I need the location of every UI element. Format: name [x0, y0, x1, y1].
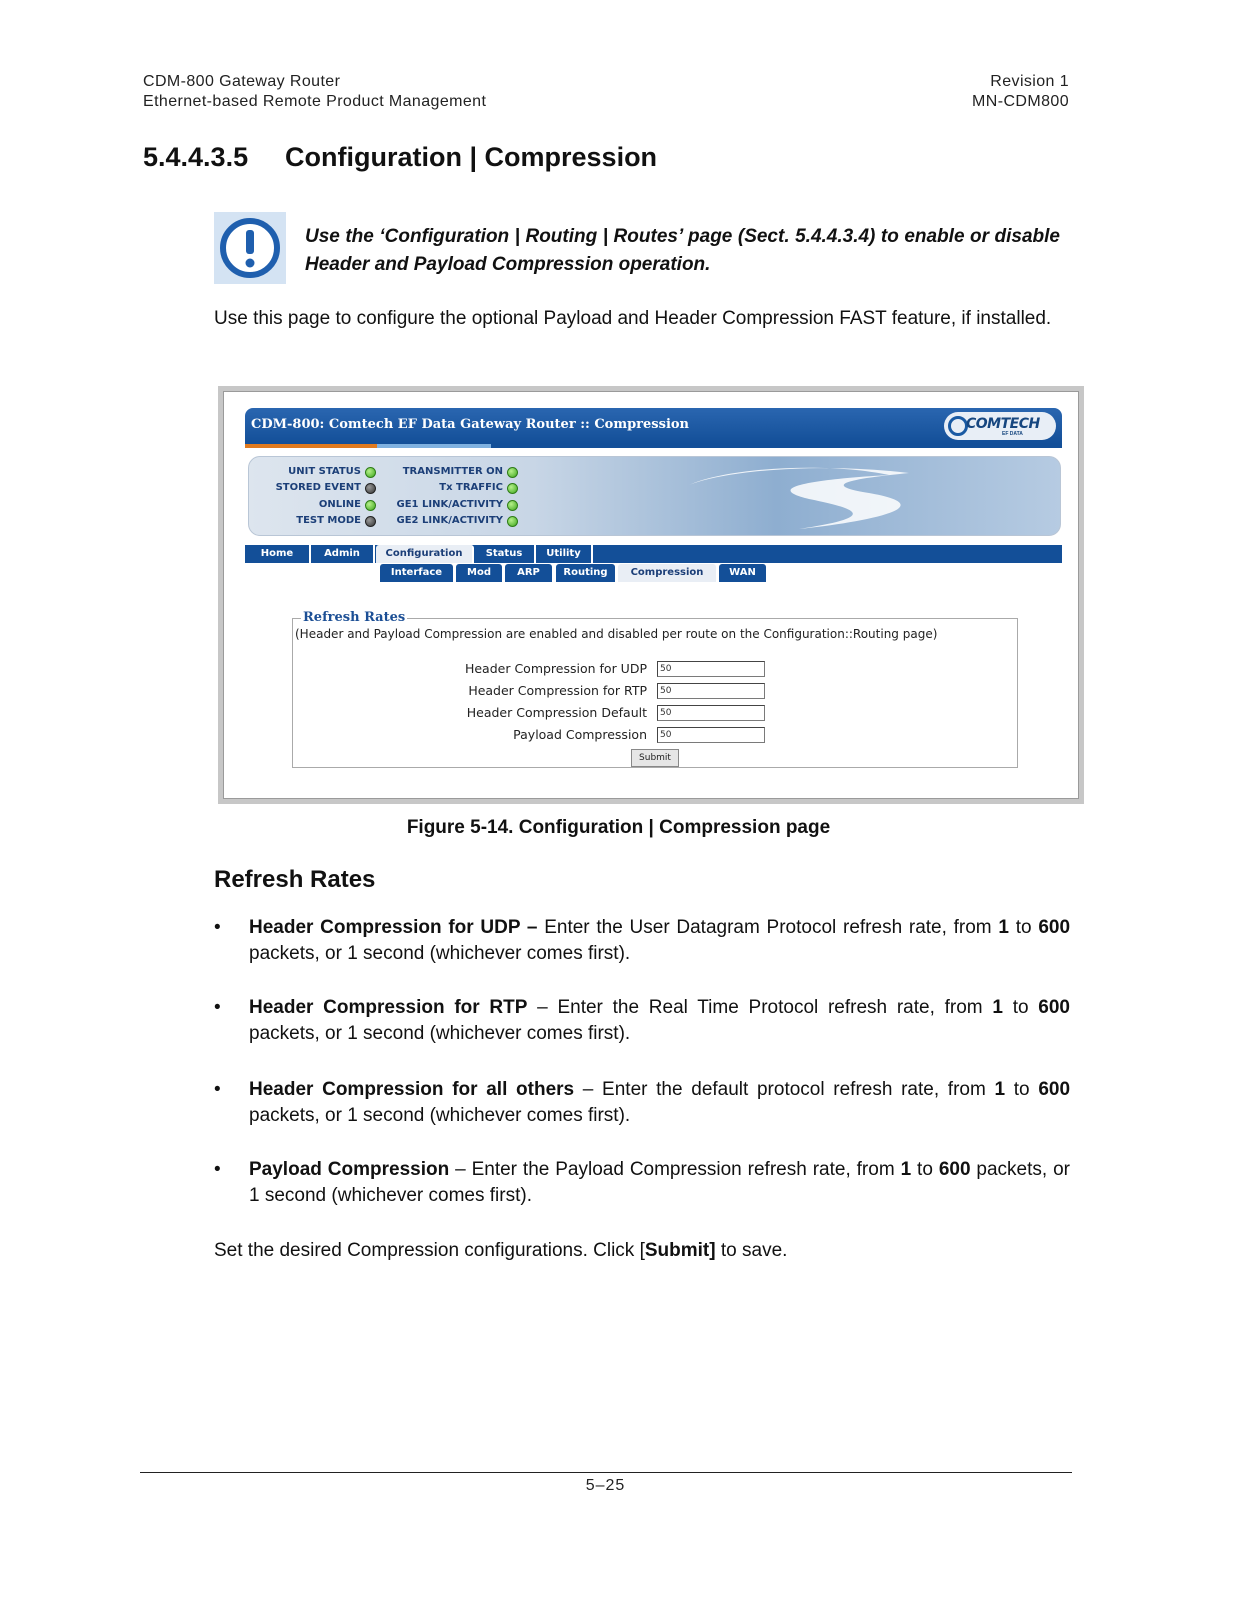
- submit-button[interactable]: Submit: [631, 749, 679, 767]
- bullet-min: 1: [994, 1079, 1006, 1100]
- default-label: Header Compression Default: [466, 705, 647, 720]
- fieldset-note: (Header and Payload Compression are enabled and disabled per route on the Configuration::Routing page): [295, 627, 938, 641]
- status-ge2-link: GE2 LINK/ACTIVITY: [396, 515, 503, 526]
- udp-label: Header Compression for UDP: [464, 661, 647, 676]
- led-ge1-link: [507, 500, 518, 511]
- running-header-right: [972, 72, 1069, 112]
- bullet-max: 600: [938, 1159, 971, 1180]
- payload-label: Payload Compression: [513, 727, 647, 742]
- figure-caption: Figure 5-14. Configuration | Compression page: [406, 817, 831, 838]
- logo-text: COMTECH: [966, 416, 1040, 432]
- bullet-max: 600: [1038, 917, 1071, 938]
- fieldset-legend: Refresh Rates: [303, 610, 406, 625]
- app-title: CDM-800: Comtech EF Data Gateway Router :: Compression: [251, 417, 690, 432]
- bullet-tail: packets, or 1 second (whichever comes first).: [249, 1105, 631, 1126]
- accent-orange: [245, 444, 377, 448]
- section-heading: [143, 142, 657, 173]
- status-ge1-link: GE1 LINK/ACTIVITY: [396, 499, 503, 510]
- bullet-min: 1: [900, 1159, 912, 1180]
- subtab-arp[interactable]: ARP: [505, 564, 552, 582]
- rtp-label: Header Compression for RTP: [468, 683, 647, 698]
- section-title: Configuration | Compression: [285, 142, 658, 172]
- tab-configuration[interactable]: Configuration: [376, 545, 474, 563]
- status-transmitter-on: TRANSMITTER ON: [402, 466, 503, 477]
- tab-utility[interactable]: Utility: [536, 545, 593, 563]
- logo-ring-icon: [948, 416, 968, 436]
- bullet-max: 600: [1038, 1079, 1071, 1100]
- bullet-mid: to: [911, 1159, 939, 1180]
- section-number: 5.4.4.3.5: [143, 142, 249, 172]
- tab-home[interactable]: Home: [245, 545, 311, 563]
- bullet-mid: to: [1008, 917, 1039, 938]
- bullet-text: [249, 995, 1070, 1047]
- bullet-desc: – Enter the default protocol refresh rate, from: [574, 1079, 995, 1100]
- status-unit-status: UNIT STATUS: [288, 466, 361, 477]
- bullet-term: Header Compression for RTP: [249, 997, 528, 1018]
- bullet-desc: Enter the User Datagram Protocol refresh rate, from: [537, 917, 999, 938]
- status-test-mode: TEST MODE: [296, 515, 361, 526]
- exclamation-circle-icon: [214, 212, 286, 284]
- bullet-icon: •: [214, 1159, 221, 1180]
- logo-subtext: EF DATA: [1002, 431, 1023, 437]
- bullet-text: [249, 1077, 1070, 1129]
- closing-paragraph: [214, 1238, 1070, 1264]
- led-ge2-link: [507, 516, 518, 527]
- header-doc-number: MN-CDM800: [972, 93, 1069, 110]
- subtab-routing[interactable]: Routing: [556, 564, 615, 582]
- bullet-desc: – Enter the Payload Compression refresh rate, from: [449, 1159, 901, 1180]
- bullet-tail: packets, or 1 second (whichever comes first).: [249, 1159, 1070, 1206]
- browser-page: [223, 391, 1079, 799]
- header-subtitle: Ethernet-based Remote Product Management: [143, 93, 487, 110]
- closing-submit: Submit]: [644, 1240, 716, 1261]
- bullet-text: [249, 915, 1070, 967]
- refresh-rates-fieldset: [292, 610, 1018, 768]
- bullet-text: [249, 1157, 1070, 1209]
- subsection-heading: Refresh Rates: [214, 866, 376, 893]
- sub-nav: [380, 564, 780, 583]
- swoosh-graphic: [649, 457, 1061, 536]
- note-text: Use the ‘Configuration | Routing | Routes’ page (Sect. 5.4.4.3.4) to enable or disable Header and Payload Compression operation.: [305, 226, 1060, 275]
- intro-paragraph: Use this page to configure the optional Payload and Header Compression FAST feature, if installed.: [214, 308, 1052, 329]
- subtab-compression[interactable]: Compression: [618, 564, 716, 582]
- payload-input[interactable]: 50: [657, 727, 765, 743]
- closing-post: to save.: [715, 1240, 788, 1261]
- led-transmitter-on: [507, 467, 518, 478]
- bullet-term: Payload Compression: [249, 1159, 450, 1180]
- bullet-tail: packets, or 1 second (whichever comes first).: [249, 1023, 631, 1044]
- bullet-icon: •: [214, 997, 221, 1018]
- main-nav: [245, 545, 1062, 563]
- bullet-min: 1: [992, 997, 1003, 1018]
- bullet-tail: packets, or 1 second (whichever comes first).: [249, 943, 631, 964]
- app-title-bar: [245, 408, 1062, 444]
- subtab-wan[interactable]: WAN: [719, 564, 766, 582]
- led-tx-traffic: [507, 483, 518, 494]
- tab-status[interactable]: Status: [474, 545, 536, 563]
- bullet-max: 600: [1038, 997, 1070, 1018]
- header-product: CDM-800 Gateway Router: [143, 73, 341, 90]
- default-input[interactable]: 50: [657, 705, 765, 721]
- title-accent-bar: [245, 444, 1062, 448]
- accent-light: [377, 444, 491, 448]
- subtab-mod[interactable]: Mod: [456, 564, 502, 582]
- bullet-icon: •: [214, 917, 221, 938]
- bullet-term: Header Compression for all others: [249, 1079, 575, 1100]
- footer-rule: [140, 1472, 1072, 1473]
- bullet-term: Header Compression for UDP –: [249, 917, 538, 938]
- header-revision: Revision 1: [990, 73, 1069, 90]
- bullet-min: 1: [998, 917, 1009, 938]
- status-panel: [248, 456, 1061, 536]
- bullet-desc: – Enter the Real Time Protocol refresh rate, from: [527, 997, 993, 1018]
- status-stored-event: STORED EVENT: [275, 482, 361, 493]
- bullet-mid: to: [1005, 1079, 1039, 1100]
- status-tx-traffic: Tx TRAFFIC: [439, 482, 503, 493]
- status-online: ONLINE: [318, 499, 361, 510]
- page-number: 5–25: [585, 1477, 626, 1494]
- rtp-input[interactable]: 50: [657, 683, 765, 699]
- subtab-interface[interactable]: Interface: [380, 564, 453, 582]
- bullet-mid: to: [1002, 997, 1039, 1018]
- screenshot-figure: [218, 386, 1084, 804]
- tab-admin[interactable]: Admin: [311, 545, 375, 563]
- bullet-icon: •: [214, 1079, 221, 1100]
- comtech-logo: [944, 412, 1056, 440]
- running-header-left: [143, 72, 486, 112]
- udp-input[interactable]: 50: [657, 661, 765, 677]
- closing-pre: Set the desired Compression configurations. Click [: [214, 1240, 645, 1261]
